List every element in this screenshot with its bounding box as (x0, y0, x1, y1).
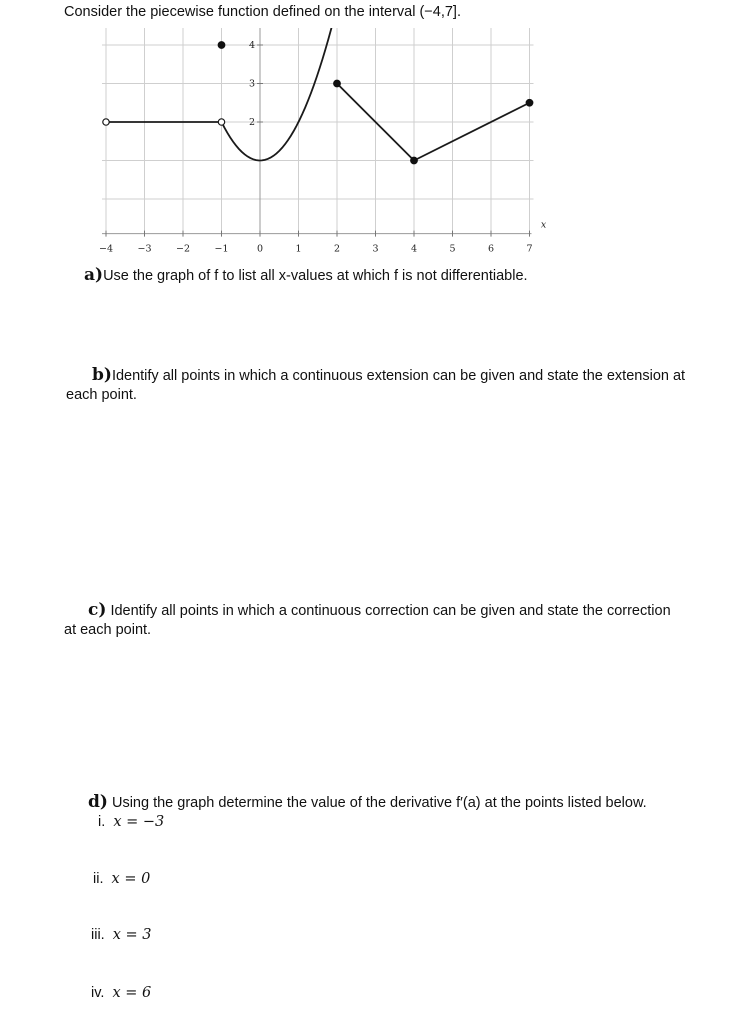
x-tick-label: 0 (256, 243, 264, 255)
question-d-item-1 (98, 814, 164, 830)
question-d-item-2 (93, 871, 150, 887)
question-b-line2: each point. (66, 387, 137, 403)
y-tick-label: 3 (248, 78, 255, 90)
item-expr: x = −3 (113, 814, 165, 830)
open-point (218, 119, 224, 125)
x-tick-label: 4 (410, 243, 418, 255)
x-tick-label: −3 (137, 243, 152, 255)
x-tick-label: 6 (487, 243, 495, 255)
x-tick-label: 2 (333, 243, 341, 255)
intro-text: Consider the piecewise function defined on the interval (−4,7]. (64, 4, 461, 20)
open-point (103, 119, 109, 125)
x-tick-label: −4 (98, 243, 114, 255)
question-d-marker: d) (88, 792, 108, 812)
question-b-marker: b) (92, 365, 112, 385)
question-a-text: Use the graph of f to list all x-values at which f is not differentiable. (103, 268, 528, 284)
x-tick-label: 3 (372, 243, 379, 255)
item-label: i. (98, 814, 106, 830)
x-tick-label: 5 (449, 243, 456, 255)
closed-point (218, 42, 225, 49)
question-d-item-4 (91, 985, 151, 1001)
function-graph (90, 28, 570, 260)
question-b (92, 365, 685, 385)
question-a (84, 265, 528, 285)
question-c-marker: c) (88, 600, 107, 620)
question-d-text: Using the graph determine the value of the derivative f′(a) at the points listed below. (111, 795, 647, 811)
question-d-item-3 (91, 927, 152, 943)
y-tick-label: 2 (248, 117, 255, 128)
item-label: iv. (91, 985, 105, 1001)
question-c (88, 600, 671, 620)
x-axis-label: x (540, 219, 547, 231)
x-tick-label: −2 (175, 243, 191, 255)
y-tick-label: 4 (248, 40, 255, 51)
question-c-line2: at each point. (64, 622, 152, 638)
question-d (88, 792, 647, 812)
question-b-line1: Identify all points in which a continuous extension can be given and state the extension at (111, 368, 686, 384)
x-tick-label: 1 (295, 243, 302, 255)
item-expr: x = 3 (112, 927, 152, 943)
x-tick-label: −1 (214, 243, 229, 255)
item-expr: x = 0 (111, 871, 151, 887)
item-label: ii. (93, 871, 104, 887)
closed-point (334, 80, 341, 87)
closed-point (411, 157, 418, 164)
question-c-line1: Identify all points in which a continuous correction can be given and state the correction (110, 603, 671, 619)
item-label: iii. (91, 927, 105, 943)
curve-segment-line-up (414, 103, 530, 161)
curve-segment-parabola (222, 28, 338, 160)
question-a-marker: a) (84, 265, 104, 285)
closed-point (526, 99, 533, 106)
x-tick-label: 7 (526, 243, 533, 255)
item-expr: x = 6 (112, 985, 152, 1001)
